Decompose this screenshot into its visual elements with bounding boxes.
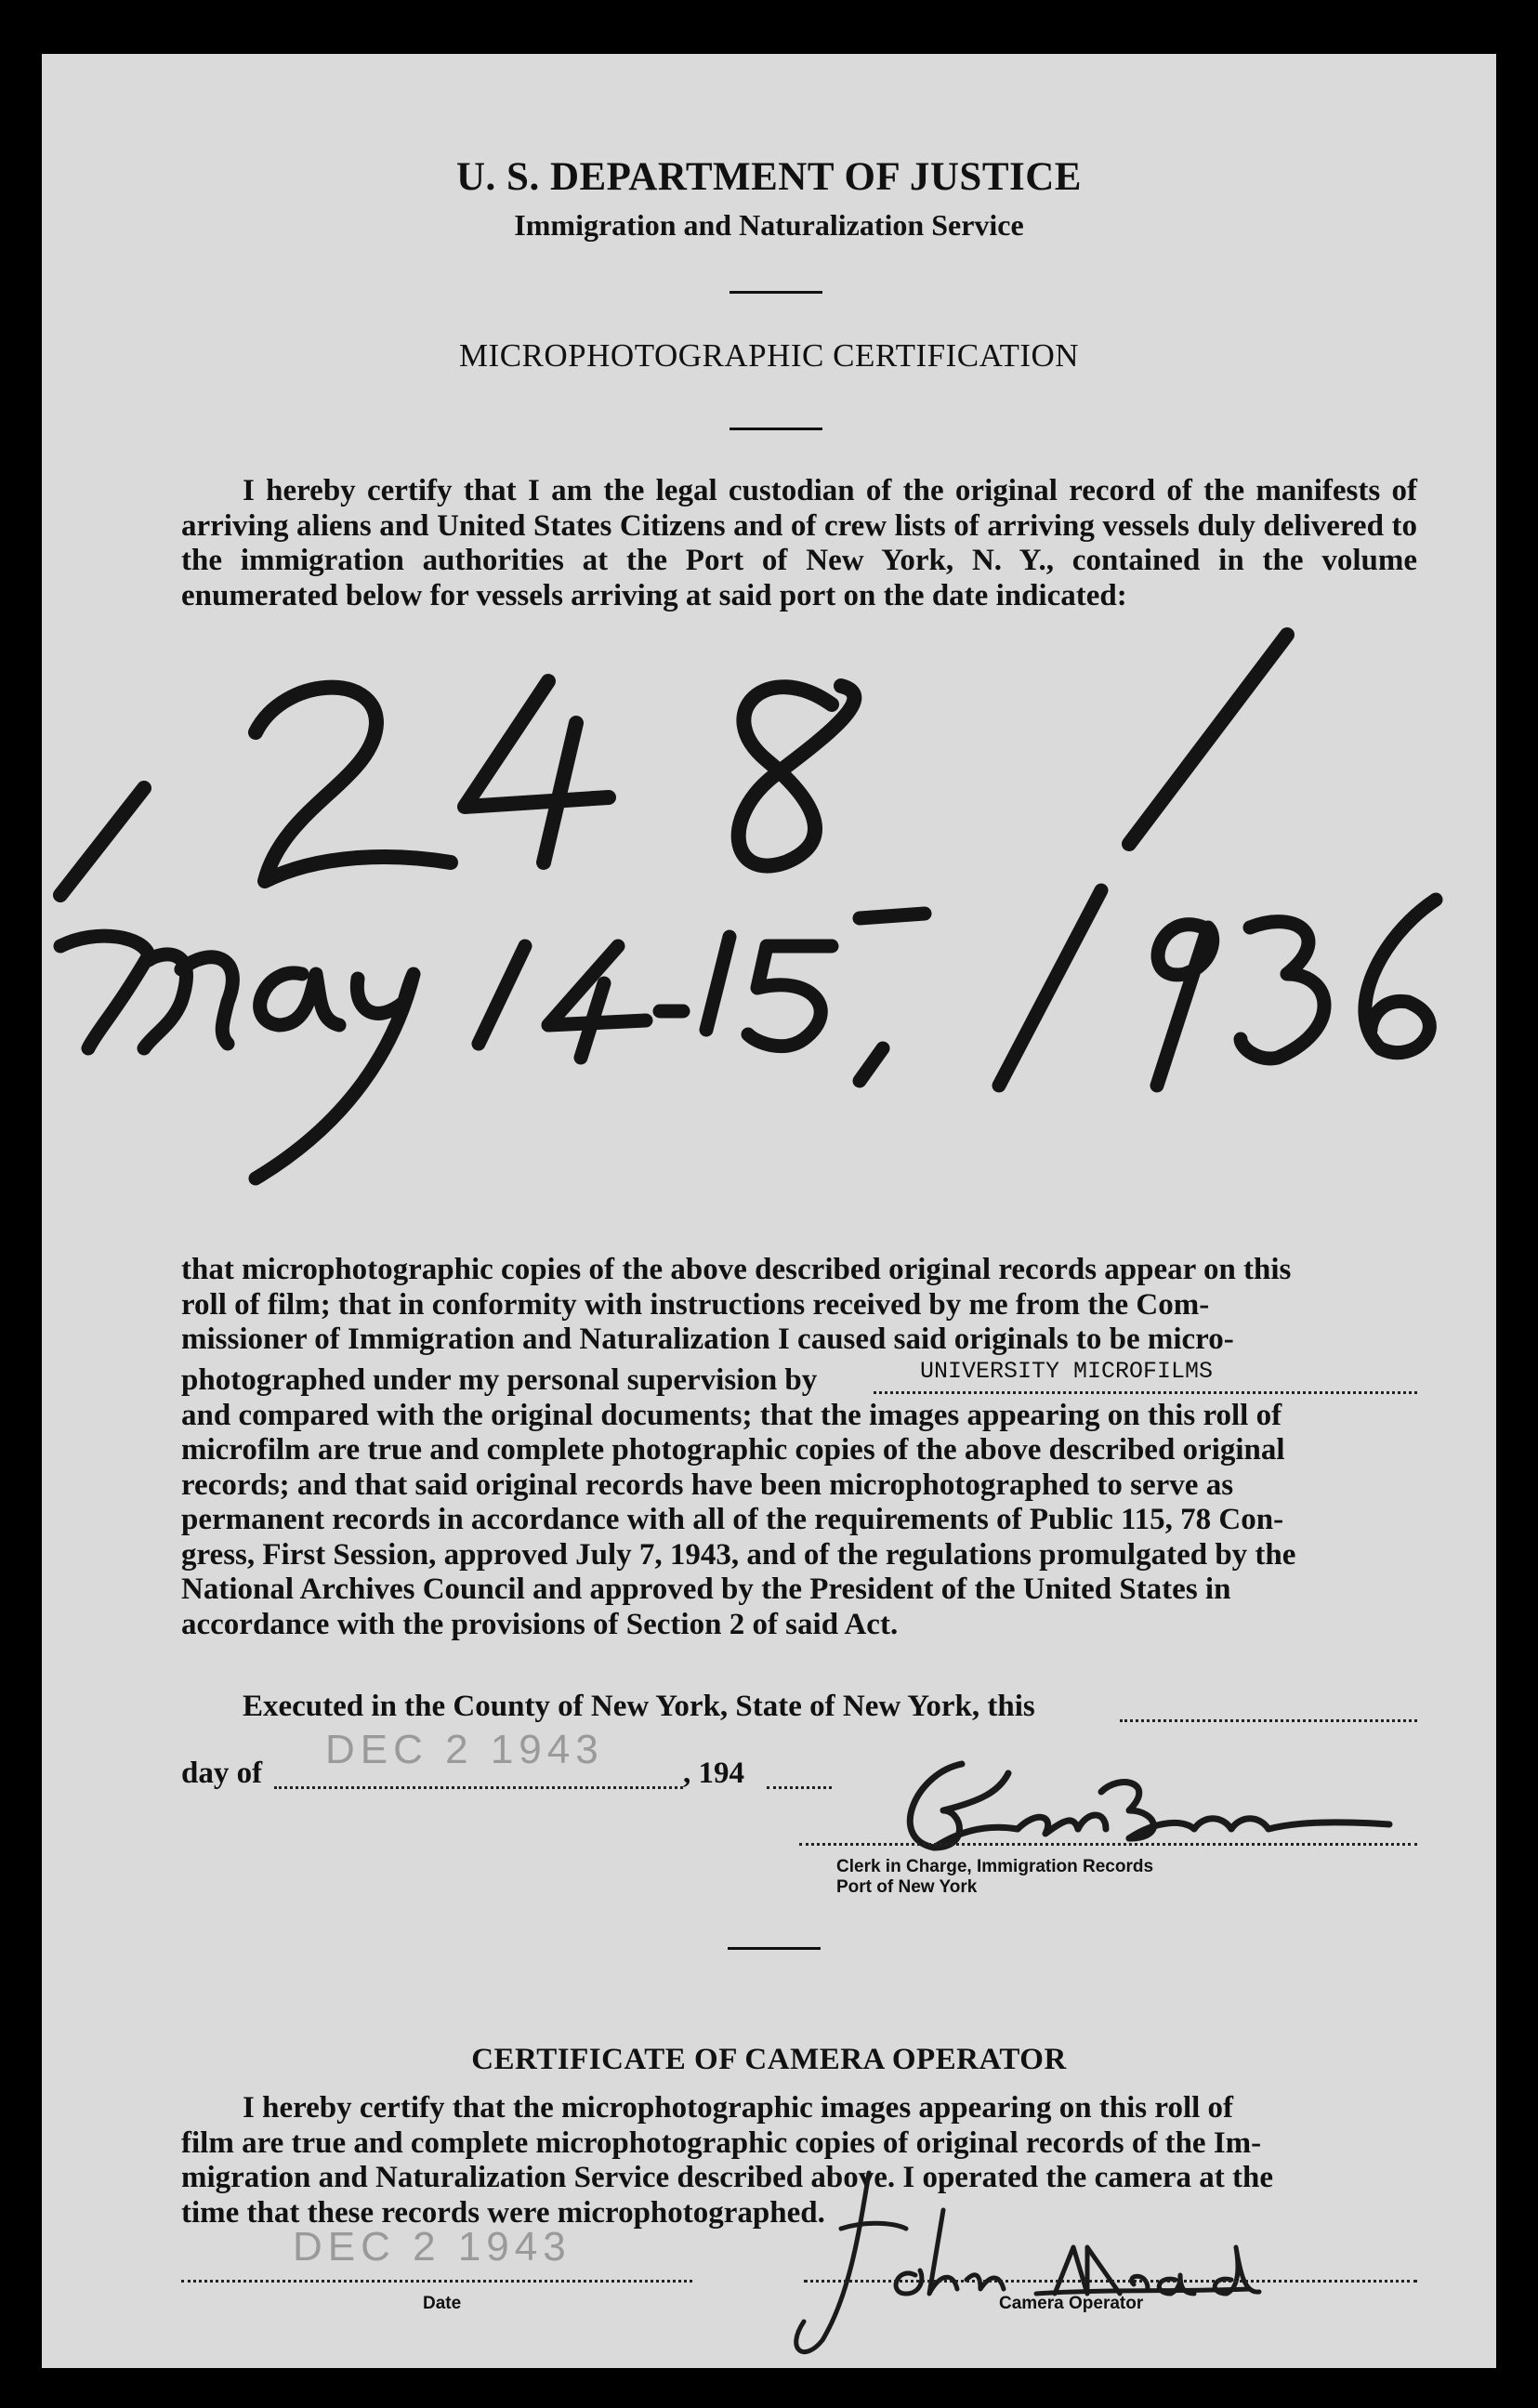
date-label: Date <box>423 2294 462 2313</box>
paragraph-line: National Archives Council and approved by the President of the United States in <box>181 1572 1231 1606</box>
year-prefix: , 194 <box>683 1757 744 1790</box>
clerk-signature <box>878 1736 1399 1866</box>
paragraph-line: missioner of Immigration and Naturalization I caused said originals to be micro- <box>181 1322 1234 1356</box>
paragraph-line: time that these records were microphotographed. <box>181 2195 825 2230</box>
certification-title: MICROPHOTOGRAPHIC CERTIFICATION <box>458 337 1080 374</box>
copies-paragraph <box>181 1253 1417 1642</box>
year-dotline <box>767 1786 832 1789</box>
supervisor-typed-name: UNIVERSITY MICROFILMS <box>920 1357 1214 1385</box>
paragraph-line: permanent records in accordance with all of the requirements of Public 115, 78 Con- <box>181 1503 1284 1536</box>
clerk-title-line: Port of New York <box>836 1877 978 1897</box>
handwritten-date-ink <box>42 872 1492 1188</box>
divider <box>728 1947 821 1950</box>
paragraph-line: that microphotographic copies of the above described original records appear on this <box>181 1253 1292 1286</box>
certificate-page <box>42 54 1496 2368</box>
divider <box>730 428 822 430</box>
camera-certificate-title: CERTIFICATE OF CAMERA OPERATOR <box>471 2043 1067 2076</box>
department-title: U. S. DEPARTMENT OF JUSTICE <box>455 155 1082 199</box>
paragraph-line: and compared with the original documents; that the images appearing on this roll of <box>181 1398 1282 1432</box>
operator-label: Camera Operator <box>999 2294 1144 2313</box>
day-of-dotline <box>274 1786 683 1789</box>
paragraph-line: accordance with the provisions of Section 2 of said Act. <box>181 1607 899 1641</box>
executed-text: Executed in the County of New York, State of New York, this <box>243 1690 1035 1723</box>
custodian-paragraph: I hereby certify that I am the legal custodian of the original record of the manifests of arriving aliens and United States Citizens and of crew lists of arriving vessels duly delivered to the immigration authorities at the Port of New York, N. Y., contained in the volume enumerated below for vessels arriving at said port on the date indicated: <box>181 474 1417 612</box>
clerk-signature-dotline <box>799 1843 1417 1846</box>
paragraph-line: records; and that said original records have been microphotographed to serve as <box>181 1467 1234 1502</box>
paragraph-line: roll of film; that in conformity with instructions received by me from the Com- <box>181 1287 1210 1322</box>
paragraph-line: migration and Naturalization Service described above. I operated the camera at the <box>181 2161 1273 2194</box>
executed-dotline <box>1120 1719 1417 1722</box>
day-of-label: day of <box>181 1757 263 1790</box>
paragraph-line: film are true and complete microphotographic copies of original records of the Im- <box>181 2125 1262 2160</box>
supervisor-dotline <box>874 1391 1417 1394</box>
paragraph-line: microfilm are true and complete photographic copies of the above described original <box>181 1433 1285 1467</box>
divider <box>730 291 822 294</box>
date-dotline <box>181 2280 692 2283</box>
operator-dotline <box>804 2280 1417 2283</box>
clerk-title <box>836 1857 1153 1898</box>
handwritten-volume-number-ink <box>42 574 1492 909</box>
service-subtitle: Immigration and Naturalization Service <box>514 208 1024 242</box>
supervision-prefix: photographed under my personal supervision by <box>181 1362 818 1397</box>
operator-date-stamp: DEC 2 1943 <box>293 2224 572 2270</box>
paragraph-line: gress, First Session, approved July 7, 1943, and of the regulations promulgated by the <box>181 1537 1296 1572</box>
date-stamp: DEC 2 1943 <box>325 1727 604 1772</box>
clerk-title-line: Clerk in Charge, Immigration Records <box>836 1857 1154 1876</box>
operator-signature <box>767 2154 1287 2368</box>
supervision-line <box>181 1358 1417 1399</box>
paragraph-line: I hereby certify that the microphotographic images appearing on this roll of <box>243 2091 1234 2125</box>
